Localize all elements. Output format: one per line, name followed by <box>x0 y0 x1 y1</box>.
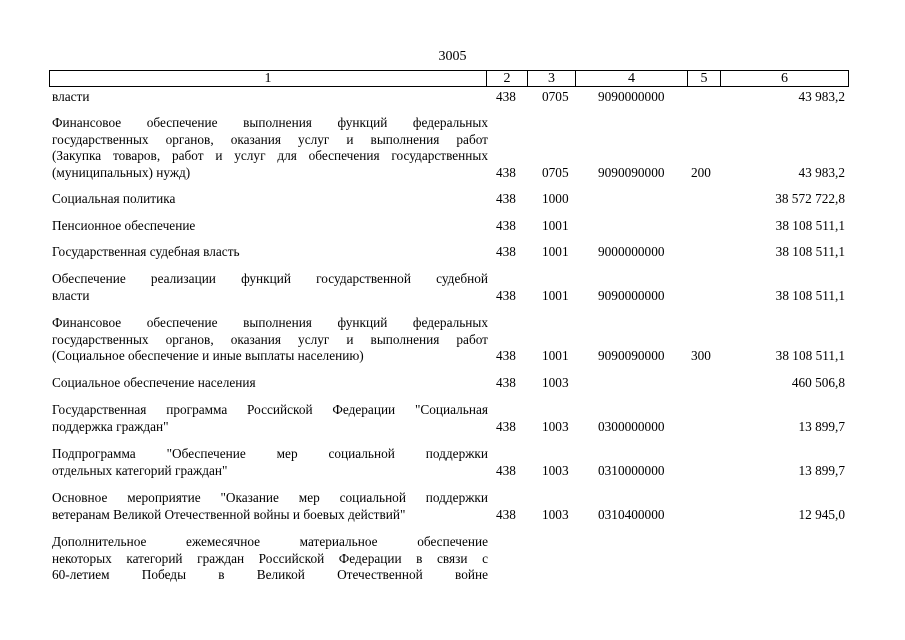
column-header-5: 5 <box>688 71 721 87</box>
row-col-6: 38 572 722,8 <box>775 191 845 206</box>
description-line: 60-летием Победы в Великой Отечественной войне <box>52 567 488 582</box>
row-col-2: 438 <box>496 287 516 303</box>
row-col-2: 438 <box>496 89 516 104</box>
row-col-6: 38 108 511,1 <box>775 348 845 363</box>
row-col-4: 9090000000 <box>598 287 665 303</box>
row-description <box>52 218 488 235</box>
description-line: власти <box>52 287 90 303</box>
row-col-2: 438 <box>496 418 516 434</box>
row-col-6: 38 108 511,1 <box>775 244 845 259</box>
row-col-5: 200 <box>691 164 711 180</box>
row-col-2: 438 <box>496 506 516 522</box>
row-col-3: 1001 <box>542 287 569 303</box>
row-description <box>52 191 488 208</box>
row-col-2: 438 <box>496 164 516 180</box>
description-line: (Закупка товаров, работ и услуг для обеспечения государственных <box>52 148 488 163</box>
row-col-2: 438 <box>496 375 516 390</box>
column-header-1: 1 <box>50 71 487 87</box>
description-line: Подпрограмма "Обеспечение мер социальной поддержки <box>52 446 488 461</box>
description-line: (Социальное обеспечение и иные выплаты населению) <box>52 348 364 363</box>
row-description <box>52 375 488 392</box>
row-col-2: 438 <box>496 348 516 363</box>
row-description <box>52 115 488 181</box>
description-line: Пенсионное обеспечение <box>52 218 196 233</box>
row-col-3: 0705 <box>542 164 569 180</box>
row-col-2: 438 <box>496 191 516 206</box>
row-description <box>52 244 488 261</box>
row-col-4: 9090090000 <box>598 348 665 363</box>
row-description <box>52 534 488 584</box>
description-line: поддержка граждан" <box>52 418 169 434</box>
page-number: 3005 <box>438 49 467 64</box>
description-line: ветеранам Великой Отечественной войны и боевых действий" <box>52 506 406 522</box>
row-col-3: 0705 <box>542 89 569 104</box>
description-line: Социальная политика <box>52 191 176 206</box>
row-col-2: 438 <box>496 462 516 478</box>
row-col-4: 9000000000 <box>598 244 665 259</box>
column-header-table <box>49 70 849 87</box>
row-col-3: 1003 <box>542 418 569 434</box>
row-description <box>52 490 488 523</box>
description-line: государственных органов, оказания услуг и выполнения работ <box>52 131 488 147</box>
row-col-3: 1000 <box>542 191 569 206</box>
row-description <box>52 89 488 106</box>
row-col-4: 0310000000 <box>598 462 665 478</box>
row-col-3: 1001 <box>542 348 569 363</box>
description-line: государственных органов, оказания услуг и выполнения работ <box>52 331 488 347</box>
description-line: Основное мероприятие "Оказание мер социальной поддержки <box>52 490 488 505</box>
row-col-3: 1003 <box>542 506 569 522</box>
description-line: отдельных категорий граждан" <box>52 462 228 478</box>
description-line: власти <box>52 89 90 104</box>
row-col-6: 12 945,0 <box>798 506 845 522</box>
row-col-5: 300 <box>691 348 711 363</box>
description-line: Социальное обеспечение населения <box>52 375 256 390</box>
row-description <box>52 315 488 365</box>
row-col-6: 38 108 511,1 <box>775 287 845 303</box>
row-col-3: 1003 <box>542 462 569 478</box>
row-col-4: 0300000000 <box>598 418 665 434</box>
row-col-6: 38 108 511,1 <box>775 218 845 233</box>
row-col-4: 0310400000 <box>598 506 665 522</box>
description-line: Обеспечение реализации функций государственной судебной <box>52 271 488 286</box>
description-line: Дополнительное ежемесячное материальное обеспечение <box>52 534 488 549</box>
description-line: Финансовое обеспечение выполнения функций федеральных <box>52 115 488 130</box>
row-description <box>52 402 488 435</box>
description-line: (муниципальных) нужд) <box>52 164 191 180</box>
column-header-2: 2 <box>487 71 528 87</box>
column-header-6: 6 <box>721 71 849 87</box>
row-col-6: 460 506,8 <box>791 375 845 390</box>
row-col-3: 1003 <box>542 375 569 390</box>
row-col-4: 9090090000 <box>598 164 665 180</box>
row-col-3: 1001 <box>542 244 569 259</box>
description-line: Государственная судебная власть <box>52 244 240 259</box>
row-col-6: 43 983,2 <box>798 89 845 104</box>
row-description <box>52 271 488 304</box>
description-line: некоторых категорий граждан Российской Федерации в связи с <box>52 550 488 566</box>
row-col-3: 1001 <box>542 218 569 233</box>
row-col-6: 13 899,7 <box>798 462 845 478</box>
row-col-2: 438 <box>496 218 516 233</box>
row-col-4: 9090000000 <box>598 89 665 104</box>
row-description <box>52 446 488 479</box>
description-line: Государственная программа Российской Федерации "Социальная <box>52 402 488 417</box>
column-header-4: 4 <box>576 71 688 87</box>
row-col-2: 438 <box>496 244 516 259</box>
row-col-6: 43 983,2 <box>798 164 845 180</box>
column-header-3: 3 <box>528 71 576 87</box>
row-col-6: 13 899,7 <box>798 418 845 434</box>
description-line: Финансовое обеспечение выполнения функций федеральных <box>52 315 488 330</box>
